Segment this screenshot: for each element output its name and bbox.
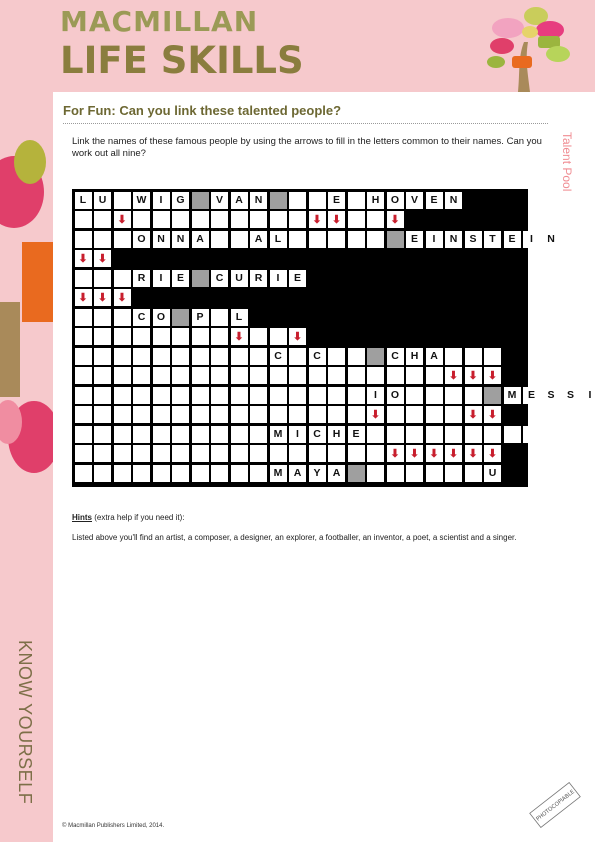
down-arrow-icon[interactable]: ⬇ [484,445,501,462]
grid-cell-letter[interactable]: C [309,348,326,365]
grid-cell-empty[interactable] [94,445,111,462]
grid-cell-empty[interactable] [406,367,423,384]
grid-cell-empty[interactable] [75,211,92,228]
grid-cell-letter[interactable]: C [270,348,287,365]
grid-cell-empty[interactable] [231,231,248,248]
down-arrow-icon[interactable]: ⬇ [94,289,111,306]
grid-cell-empty[interactable] [289,406,306,423]
grid-cell-shaded[interactable] [172,309,189,326]
grid-cell-empty[interactable] [153,445,170,462]
grid-cell-empty[interactable] [445,387,462,404]
grid-cell-empty[interactable] [114,192,131,209]
grid-cell-letter[interactable]: I [523,231,540,248]
hints-text: Listed above you'll find an artist, a composer, a designer, an explorer, a footballer, an inventor, a poet, a scientist and a singer. [72,533,517,542]
grid-cell-empty[interactable] [114,270,131,287]
grid-cell-letter[interactable]: M [504,387,521,404]
grid-cell-empty[interactable] [172,328,189,345]
grid-cell-empty[interactable] [406,465,423,482]
grid-cell-empty[interactable] [231,387,248,404]
grid-cell-letter[interactable]: N [445,192,462,209]
down-arrow-icon[interactable]: ⬇ [465,406,482,423]
grid-cell-letter[interactable]: O [387,192,404,209]
grid-cell-letter[interactable]: E [523,387,540,404]
grid-cell-empty[interactable] [328,348,345,365]
grid-cell-empty[interactable] [250,445,267,462]
grid-cell-empty[interactable] [211,348,228,365]
grid-cell-empty[interactable] [250,406,267,423]
grid-cell-empty[interactable] [387,426,404,443]
grid-cell-empty[interactable] [114,231,131,248]
grid-cell-empty[interactable] [465,465,482,482]
grid-cell-empty[interactable] [192,211,209,228]
down-arrow-icon[interactable]: ⬇ [465,367,482,384]
grid-cell-empty[interactable] [153,367,170,384]
grid-cell-empty[interactable] [387,406,404,423]
grid-cell-letter[interactable]: I [367,387,384,404]
grid-cell-empty[interactable] [406,387,423,404]
grid-cell-shaded[interactable] [270,192,287,209]
photocopiable-stamp [528,782,582,828]
grid-cell-empty[interactable] [309,387,326,404]
grid-cell-letter[interactable]: G [172,192,189,209]
grid-cell-letter[interactable]: I [153,270,170,287]
grid-cell-empty[interactable] [172,406,189,423]
grid-cell-letter[interactable]: N [250,192,267,209]
grid-cell-empty[interactable] [153,211,170,228]
grid-cell-empty[interactable] [211,367,228,384]
grid-cell-empty[interactable] [192,406,209,423]
grid-cell-empty[interactable] [231,367,248,384]
grid-cell-letter[interactable]: U [231,270,248,287]
grid-cell-empty[interactable] [211,309,228,326]
grid-cell-empty[interactable] [94,406,111,423]
grid-cell-empty[interactable] [94,231,111,248]
grid-cell-empty[interactable] [406,406,423,423]
grid-cell-empty[interactable] [133,426,150,443]
grid-cell-empty[interactable] [133,367,150,384]
grid-cell-empty[interactable] [153,387,170,404]
grid-cell-empty[interactable] [211,426,228,443]
brand-macmillan: MACMILLAN [60,5,259,38]
grid-cell-empty[interactable] [153,348,170,365]
grid-cell-empty[interactable] [133,445,150,462]
grid-cell-letter[interactable]: N [153,231,170,248]
grid-cell-empty[interactable] [153,426,170,443]
grid-cell-empty[interactable] [94,270,111,287]
grid-cell-empty[interactable] [465,348,482,365]
grid-cell-empty[interactable] [231,445,248,462]
grid-cell-letter[interactable]: H [406,348,423,365]
down-arrow-icon[interactable]: ⬇ [94,250,111,267]
hints-label-suffix: (extra help if you need it): [92,513,185,522]
grid-cell-empty[interactable] [211,406,228,423]
grid-cell-empty[interactable] [348,231,365,248]
grid-cell-empty[interactable] [309,192,326,209]
grid-cell-empty[interactable] [133,387,150,404]
grid-cell-empty[interactable] [504,426,521,443]
grid-cell-empty[interactable] [289,211,306,228]
grid-cell-empty[interactable] [75,406,92,423]
grid-cell-empty[interactable] [250,465,267,482]
down-arrow-icon[interactable]: ⬇ [75,289,92,306]
grid-cell-shaded[interactable] [387,231,404,248]
know-yourself-label: KNOW YOURSELF [15,640,35,805]
grid-cell-empty[interactable] [426,426,443,443]
grid-cell-empty[interactable] [465,387,482,404]
grid-cell-empty[interactable] [133,348,150,365]
down-arrow-icon[interactable]: ⬇ [289,328,306,345]
grid-cell-empty[interactable] [309,367,326,384]
down-arrow-icon[interactable]: ⬇ [387,211,404,228]
grid-cell-empty[interactable] [250,367,267,384]
tree-logo-icon [478,2,574,92]
grid-cell-empty[interactable] [348,387,365,404]
grid-cell-empty[interactable] [94,211,111,228]
grid-cell-empty[interactable] [114,348,131,365]
grid-cell-empty[interactable] [231,348,248,365]
grid-cell-empty[interactable] [172,465,189,482]
grid-cell-empty[interactable] [387,367,404,384]
grid-cell-letter[interactable]: E [406,231,423,248]
grid-cell-letter[interactable]: I [582,387,595,404]
grid-cell-empty[interactable] [75,367,92,384]
grid-cell-letter[interactable]: L [270,231,287,248]
grid-cell-empty[interactable] [114,426,131,443]
grid-cell-letter[interactable]: A [192,231,209,248]
grid-cell-empty[interactable] [348,211,365,228]
grid-cell-letter[interactable]: V [406,192,423,209]
grid-cell-letter[interactable]: S [465,231,482,248]
grid-cell-letter[interactable]: S [562,387,579,404]
grid-cell-letter[interactable]: U [484,465,501,482]
grid-cell-letter[interactable]: M [270,465,287,482]
grid-cell-empty[interactable] [445,348,462,365]
grid-cell-empty[interactable] [172,445,189,462]
grid-cell-shaded[interactable] [192,192,209,209]
grid-cell-empty[interactable] [543,426,560,443]
grid-cell-letter[interactable]: E [426,192,443,209]
grid-cell-empty[interactable] [231,406,248,423]
grid-cell-empty[interactable] [172,387,189,404]
grid-cell-empty[interactable] [445,426,462,443]
grid-cell-empty[interactable] [231,211,248,228]
grid-cell-empty[interactable] [172,367,189,384]
grid-cell-letter[interactable]: O [387,387,404,404]
grid-cell-shaded[interactable] [484,387,501,404]
grid-cell-empty[interactable] [133,406,150,423]
title-divider [63,123,548,124]
grid-cell-empty[interactable] [270,328,287,345]
grid-cell-empty[interactable] [289,367,306,384]
grid-cell-empty[interactable] [328,406,345,423]
grid-cell-empty[interactable] [426,387,443,404]
grid-cell-empty[interactable] [367,465,384,482]
grid-cell-empty[interactable] [75,231,92,248]
grid-cell-empty[interactable] [289,192,306,209]
grid-cell-empty[interactable] [211,328,228,345]
grid-cell-empty[interactable] [192,367,209,384]
down-arrow-icon[interactable]: ⬇ [114,211,131,228]
grid-cell-empty[interactable] [250,211,267,228]
grid-cell-empty[interactable] [114,309,131,326]
grid-cell-empty[interactable] [192,445,209,462]
grid-cell-letter[interactable]: H [328,426,345,443]
grid-cell-empty[interactable] [328,367,345,384]
grid-cell-letter[interactable]: H [367,192,384,209]
grid-cell-empty[interactable] [153,465,170,482]
grid-cell-empty[interactable] [250,426,267,443]
grid-cell-empty[interactable] [192,328,209,345]
talent-pool-tab [560,132,576,212]
stamp-text: PHOTOCOPIABLE [535,789,576,823]
down-arrow-icon[interactable]: ⬇ [309,211,326,228]
grid-cell-empty[interactable] [367,426,384,443]
grid-cell-empty[interactable] [426,367,443,384]
grid-cell-empty[interactable] [426,465,443,482]
grid-cell-empty[interactable] [211,465,228,482]
grid-cell-empty[interactable] [75,270,92,287]
down-arrow-icon[interactable]: ⬇ [367,406,384,423]
grid-cell-letter[interactable]: R [133,270,150,287]
grid-cell-letter[interactable]: I [153,192,170,209]
grid-cell-empty[interactable] [270,387,287,404]
know-yourself-tab [14,640,38,810]
grid-cell-letter[interactable]: L [231,309,248,326]
grid-cell-letter[interactable]: I [289,426,306,443]
grid-cell-empty[interactable] [445,465,462,482]
grid-cell-empty[interactable] [75,348,92,365]
grid-cell-letter[interactable]: A [289,465,306,482]
grid-cell-empty[interactable] [153,328,170,345]
grid-cell-empty[interactable] [114,445,131,462]
grid-cell-empty[interactable] [348,406,365,423]
grid-cell-empty[interactable] [94,348,111,365]
hints-heading [72,513,185,522]
grid-cell-letter[interactable]: E [289,270,306,287]
grid-cell-empty[interactable] [133,328,150,345]
grid-cell-empty[interactable] [270,445,287,462]
grid-cell-empty[interactable] [270,211,287,228]
grid-cell-letter[interactable]: M [270,426,287,443]
grid-cell-letter[interactable]: Y [309,465,326,482]
grid-cell-empty[interactable] [270,406,287,423]
hints-label: Hints [72,513,92,522]
grid-cell-letter[interactable]: L [75,192,92,209]
grid-cell-empty[interactable] [309,445,326,462]
grid-cell-letter[interactable]: V [211,192,228,209]
grid-cell-letter[interactable]: R [250,270,267,287]
grid-cell-empty[interactable] [94,465,111,482]
grid-cell-empty[interactable] [75,445,92,462]
grid-cell-empty[interactable] [211,445,228,462]
grid-cell-empty[interactable] [211,231,228,248]
grid-cell-empty[interactable] [75,387,92,404]
grid-cell-letter[interactable]: W [133,192,150,209]
grid-cell-empty[interactable] [465,426,482,443]
grid-cell-empty[interactable] [211,211,228,228]
grid-cell-shaded[interactable] [192,270,209,287]
down-arrow-icon[interactable]: ⬇ [114,289,131,306]
page-title: For Fun: Can you link these talented people? [63,103,342,118]
grid-cell-empty[interactable] [309,406,326,423]
grid-cell-letter[interactable]: I [426,231,443,248]
grid-cell-empty[interactable] [75,328,92,345]
grid-cell-letter[interactable]: A [426,348,443,365]
grid-cell-empty[interactable] [192,348,209,365]
grid-cell-empty[interactable] [114,328,131,345]
grid-cell-empty[interactable] [367,231,384,248]
grid-cell-empty[interactable] [153,406,170,423]
grid-cell-empty[interactable] [250,328,267,345]
grid-cell-empty[interactable] [94,309,111,326]
grid-cell-letter[interactable]: E [504,231,521,248]
grid-cell-empty[interactable] [328,231,345,248]
grid-cell-empty[interactable] [348,367,365,384]
grid-cell-letter[interactable]: O [133,231,150,248]
grid-cell-empty[interactable] [270,367,287,384]
grid-cell-empty[interactable] [348,445,365,462]
grid-cell-empty[interactable] [94,426,111,443]
grid-cell-empty[interactable] [289,445,306,462]
grid-cell-shaded[interactable] [348,465,365,482]
down-arrow-icon[interactable]: ⬇ [445,367,462,384]
grid-cell-empty[interactable] [328,387,345,404]
grid-cell-empty[interactable] [94,328,111,345]
grid-cell-empty[interactable] [211,387,228,404]
grid-cell-empty[interactable] [523,426,540,443]
grid-cell-empty[interactable] [231,426,248,443]
grid-cell-empty[interactable] [348,348,365,365]
down-arrow-icon[interactable]: ⬇ [465,445,482,462]
grid-cell-empty[interactable] [367,367,384,384]
grid-cell-empty[interactable] [192,465,209,482]
grid-cell-empty[interactable] [75,465,92,482]
grid-cell-empty[interactable] [328,445,345,462]
grid-cell-letter[interactable]: U [94,192,111,209]
grid-cell-letter[interactable]: C [309,426,326,443]
down-arrow-icon[interactable]: ⬇ [484,406,501,423]
grid-cell-empty[interactable] [231,465,248,482]
grid-cell-letter[interactable]: A [231,192,248,209]
down-arrow-icon[interactable]: ⬇ [231,328,248,345]
crossword-grid [72,189,592,487]
grid-cell-empty[interactable] [289,387,306,404]
down-arrow-icon[interactable]: ⬇ [445,445,462,462]
grid-cell-empty[interactable] [445,406,462,423]
grid-cell-letter[interactable]: E [348,426,365,443]
grid-cell-empty[interactable] [406,426,423,443]
down-arrow-icon[interactable]: ⬇ [387,445,404,462]
grid-cell-empty[interactable] [94,387,111,404]
grid-cell-letter[interactable]: N [543,231,560,248]
grid-cell-empty[interactable] [75,309,92,326]
grid-cell-empty[interactable] [133,465,150,482]
grid-cell-empty[interactable] [367,211,384,228]
grid-cell-empty[interactable] [192,387,209,404]
grid-cell-letter[interactable]: N [445,231,462,248]
grid-cell-empty[interactable] [309,231,326,248]
down-arrow-icon[interactable]: ⬇ [406,445,423,462]
grid-cell-empty[interactable] [114,387,131,404]
grid-cell-letter[interactable]: N [172,231,189,248]
grid-cell-empty[interactable] [289,348,306,365]
instructions: Link the names of these famous people by using the arrows to fill in the letters common to their names. Can you work out all nine? [72,136,542,159]
down-arrow-icon[interactable]: ⬇ [484,367,501,384]
talent-pool-label: Talent Pool [560,132,574,192]
grid-cell-shaded[interactable] [367,348,384,365]
copyright-footer: © Macmillan Publishers Limited, 2014. [62,823,165,829]
grid-cell-letter[interactable]: E [328,192,345,209]
grid-cell-empty[interactable] [484,426,501,443]
grid-cell-empty[interactable] [94,367,111,384]
grid-cell-empty[interactable] [289,231,306,248]
grid-cell-letter[interactable]: S [543,387,560,404]
grid-cell-letter[interactable]: A [250,231,267,248]
grid-cell-empty[interactable] [192,426,209,443]
grid-cell-letter[interactable]: C [387,348,404,365]
grid-cell-empty[interactable] [172,426,189,443]
grid-cell-letter[interactable]: T [484,231,501,248]
grid-cell-empty[interactable] [348,192,365,209]
grid-cell-letter[interactable]: P [192,309,209,326]
grid-cell-empty[interactable] [484,348,501,365]
down-arrow-icon[interactable]: ⬇ [426,445,443,462]
grid-cell-empty[interactable] [250,348,267,365]
grid-cell-empty[interactable] [114,406,131,423]
grid-cell-letter[interactable]: I [270,270,287,287]
grid-cell-letter[interactable]: A [328,465,345,482]
grid-cell-letter[interactable]: O [153,309,170,326]
grid-cell-empty[interactable] [133,211,150,228]
brand-life-skills: LIFE SKILLS [60,39,304,82]
grid-cell-letter[interactable]: C [133,309,150,326]
grid-cell-empty[interactable] [75,426,92,443]
grid-cell-letter[interactable]: C [211,270,228,287]
grid-cell-letter[interactable]: E [172,270,189,287]
down-arrow-icon[interactable]: ⬇ [75,250,92,267]
grid-cell-empty[interactable] [367,445,384,462]
grid-cell-empty[interactable] [114,367,131,384]
down-arrow-icon[interactable]: ⬇ [328,211,345,228]
grid-cell-empty[interactable] [114,465,131,482]
grid-cell-empty[interactable] [387,465,404,482]
grid-cell-empty[interactable] [250,387,267,404]
grid-cell-empty[interactable] [172,348,189,365]
grid-cell-empty[interactable] [426,406,443,423]
grid-cell-empty[interactable] [172,211,189,228]
